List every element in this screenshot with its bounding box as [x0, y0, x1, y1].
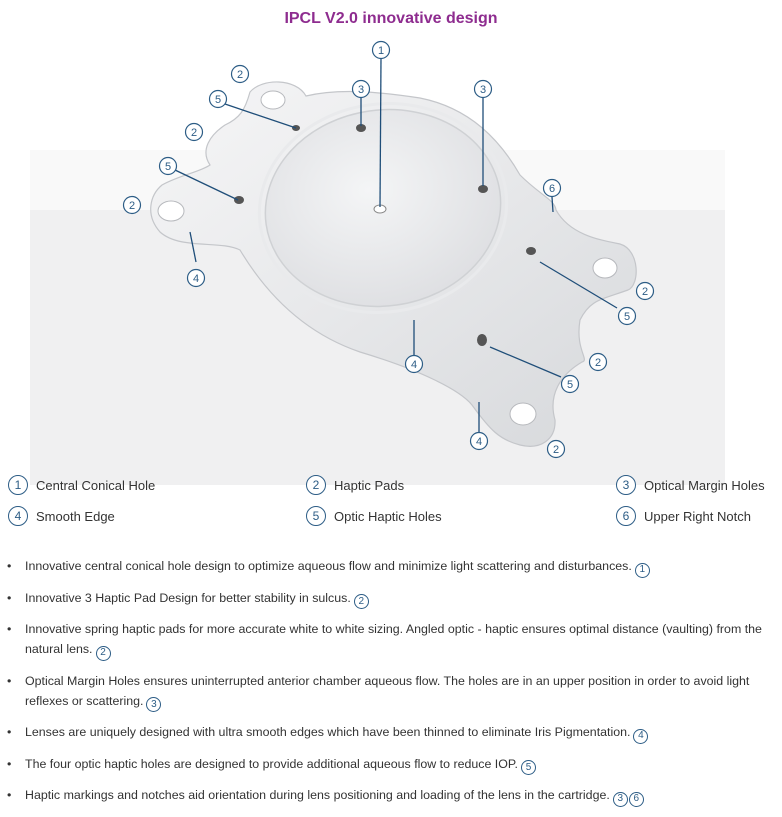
- callout-marker: [544, 180, 561, 197]
- callout-marker: [406, 356, 423, 373]
- legend-number: 2: [306, 475, 326, 495]
- legend-number: 5: [306, 506, 326, 526]
- callout-marker: [548, 441, 565, 458]
- svg-text:2: 2: [236, 69, 244, 81]
- feature-ref: 3: [146, 697, 161, 712]
- optic-haptic-hole: [526, 247, 536, 255]
- svg-text:2: 2: [128, 200, 136, 212]
- legend-label: Upper Right Notch: [644, 508, 751, 524]
- svg-text:2: 2: [190, 127, 198, 139]
- feature-text: Innovative 3 Haptic Pad Design for better stability in sulcus.: [25, 590, 351, 605]
- feature-text: Haptic markings and notches aid orientation during lens positioning and loading of the lens in the cartridge.: [25, 788, 610, 802]
- feature-list: [0, 556, 782, 817]
- svg-text:1: 1: [377, 45, 385, 57]
- svg-text:4: 4: [192, 273, 200, 285]
- callout-marker: [188, 270, 205, 287]
- feature-bullet: [0, 619, 782, 661]
- feature-ref: 5: [521, 760, 536, 775]
- legend-item: [8, 506, 115, 526]
- callout-marker: [210, 91, 227, 108]
- feature-text: Innovative central conical hole design to optimize aqueous flow and minimize light scattering and disturbances.: [25, 559, 632, 573]
- svg-text:5: 5: [623, 311, 631, 323]
- legend-label: Central Conical Hole: [36, 477, 156, 493]
- page-title: IPCL V2.0 innovative design: [284, 10, 498, 27]
- legend-item: [306, 506, 442, 526]
- callout-marker: [562, 376, 579, 393]
- svg-text:6: 6: [548, 183, 556, 195]
- legend-number: 3: [616, 475, 636, 495]
- callout-marker: [186, 124, 203, 141]
- legend-label: Haptic Pads: [334, 477, 405, 493]
- callout-marker: [232, 66, 249, 83]
- callout-marker: [124, 197, 141, 214]
- feature-bullet: [0, 671, 782, 713]
- feature-ref: 1: [635, 563, 650, 578]
- feature-bullet: [0, 556, 782, 578]
- legend-item: [616, 475, 765, 495]
- legend-label: Smooth Edge: [36, 508, 115, 524]
- callout-marker: [373, 42, 390, 59]
- callout-marker: [471, 433, 488, 450]
- feature-ref: 2: [96, 646, 111, 661]
- haptic-pad-hole: [158, 201, 184, 221]
- svg-text:2: 2: [641, 286, 649, 298]
- optic-haptic-hole: [477, 334, 487, 346]
- feature-bullet: [0, 588, 782, 610]
- feature-text: Lenses are uniquely designed with ultra smooth edges which have been thinned to eliminate Iris Pigmentation.: [25, 725, 631, 739]
- svg-text:4: 4: [410, 359, 418, 371]
- callout-marker: [160, 158, 177, 175]
- callout-marker: [619, 308, 636, 325]
- callout-marker: [475, 81, 492, 98]
- svg-text:5: 5: [566, 379, 574, 391]
- feature-text: Optical Margin Holes ensures uninterrupted anterior chamber aqueous flow. The holes are in an upper position in order to avoid light reflexes or scattering.: [25, 673, 750, 708]
- svg-text:5: 5: [214, 94, 222, 106]
- svg-text:2: 2: [552, 444, 560, 456]
- optical-margin-hole: [478, 185, 488, 193]
- legend-item: [8, 475, 155, 495]
- haptic-pad-hole: [593, 258, 617, 278]
- optic-haptic-hole: [234, 196, 244, 204]
- svg-text:3: 3: [479, 84, 487, 96]
- svg-text:2: 2: [594, 357, 602, 369]
- haptic-pad-hole: [261, 91, 285, 109]
- svg-text:5: 5: [164, 161, 172, 173]
- legend-label: Optic Haptic Holes: [334, 508, 442, 524]
- feature-ref: 4: [633, 729, 648, 744]
- svg-text:4: 4: [475, 436, 483, 448]
- legend-label: Optical Margin Holes: [644, 477, 765, 493]
- legend-item: [616, 506, 751, 526]
- callout-marker: [353, 81, 370, 98]
- feature-bullet: [0, 722, 782, 744]
- legend-number: 4: [8, 506, 28, 526]
- feature-bullet: [0, 754, 782, 776]
- legend-item: [306, 475, 404, 495]
- callout-marker: [590, 354, 607, 371]
- legend-number: 6: [616, 506, 636, 526]
- feature-text: Innovative spring haptic pads for more accurate white to white sizing. Angled optic - haptic ensures optimal distance (vaulting) from the natural lens.: [25, 622, 762, 656]
- legend-number: 1: [8, 475, 28, 495]
- feature-ref: 6: [629, 792, 644, 807]
- callout-marker: [637, 283, 654, 300]
- haptic-pad-hole: [510, 403, 536, 425]
- feature-ref: 2: [354, 594, 369, 609]
- feature-ref: 3: [613, 792, 628, 807]
- feature-text: The four optic haptic holes are designed to provide additional aqueous flow to reduce IOP.: [25, 756, 518, 771]
- svg-text:3: 3: [357, 84, 365, 96]
- feature-bullet: [0, 785, 782, 807]
